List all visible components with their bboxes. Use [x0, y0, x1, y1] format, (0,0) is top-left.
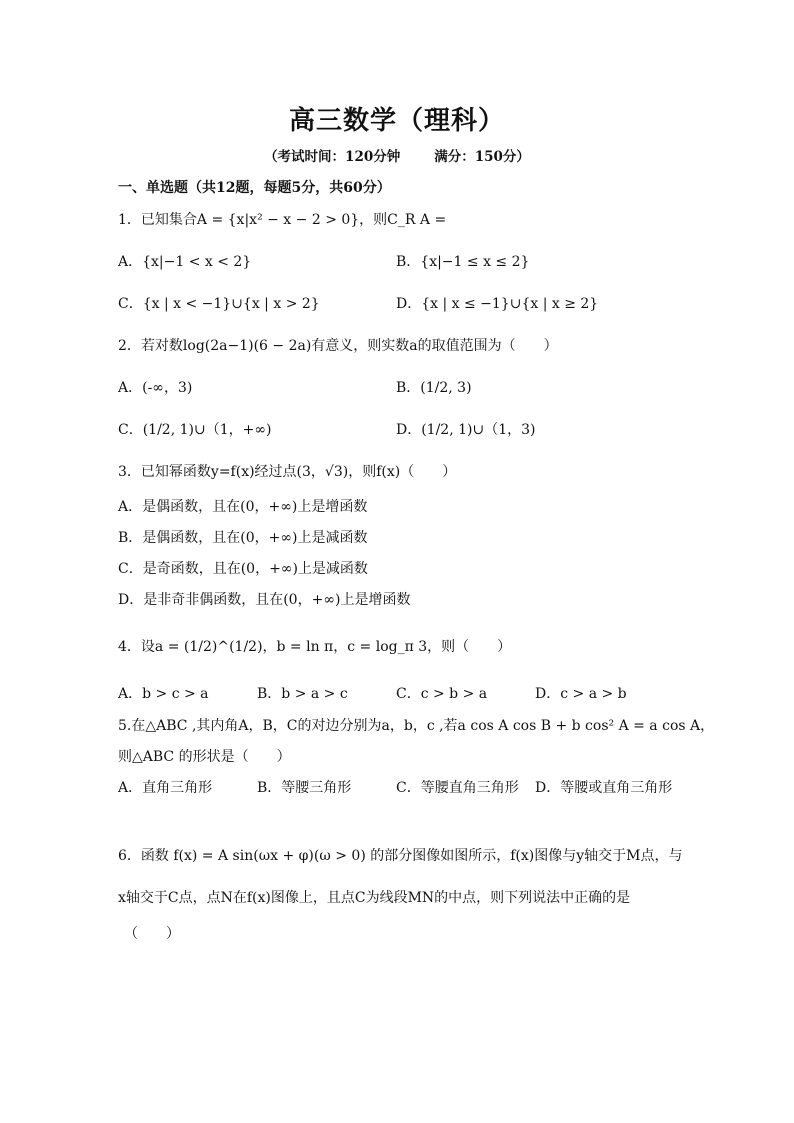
q5-option-d: D．等腰或直角三角形	[535, 780, 673, 796]
q4-stem: 4．设a = (1/2)^(1/2)，b = ln π，c = log_π 3，则（ ）	[118, 639, 512, 655]
q5-option-b: B．等腰三角形	[257, 780, 352, 796]
q2-option-c: C．(1/2, 1)∪（1，+∞)	[118, 422, 272, 438]
q2-option-d: D．(1/2, 1)∪（1，3)	[396, 422, 536, 438]
q5-option-c: C．等腰直角三角形	[396, 780, 519, 796]
q4-option-c: C．c > b > a	[396, 686, 488, 702]
q1-stem: 1．已知集合A = {x|x² − x − 2 > 0}，则C_R A =	[118, 212, 447, 228]
q5-stem-line1: 5.在△ABC ,其内角A，B，C的对边分别为a，b，c ,若a cos A cos B + b cos² A = a cos A，	[118, 718, 715, 734]
q1-option-c: C．{x | x < −1}∪{x | x > 2}	[118, 296, 320, 312]
q1-option-b: B．{x|−1 ≤ x ≤ 2}	[396, 254, 530, 270]
q5-stem-line2: 则△ABC 的形状是（ ）	[118, 749, 291, 765]
q4-option-d: D．c > a > b	[535, 686, 627, 702]
q3-stem: 3．已知幂函数y=f(x)经过点(3，√3)，则f(x)（ ）	[118, 464, 457, 480]
q1-option-d: D．{x | x ≤ −1}∪{x | x ≥ 2}	[396, 296, 599, 312]
q4-option-b: B．b > a > c	[257, 686, 348, 702]
q5-option-a: A．直角三角形	[118, 780, 213, 796]
q6-stem-line1: 6．函数 f(x) = A sin(ωx + φ)(ω > 0) 的部分图像如图所示，f(x)图像与y轴交于M点，与	[118, 848, 683, 864]
q2-option-b: B．(1/2, 3)	[396, 380, 472, 396]
q2-option-a: A．(-∞，3)	[118, 380, 193, 396]
q6-stem-line2: x轴交于C点，点N在f(x)图像上，且点C为线段MN的中点，则下列说法中正确的是	[118, 890, 631, 906]
q4-option-a: A．b > c > a	[118, 686, 209, 702]
q3-option-c: C．是奇函数，且在(0，+∞)上是减函数	[118, 561, 368, 577]
q3-option-a: A．是偶函数，且在(0，+∞)上是增函数	[118, 499, 368, 515]
exam-info	[0, 145, 794, 165]
q6-answer-blank: （ ）	[124, 926, 180, 942]
exam-score: 满分：150分）	[434, 149, 530, 165]
q2-stem: 2．若对数log(2a−1)(6 − 2a)有意义，则实数a的取值范围为（ ）	[118, 338, 558, 354]
page-title: 高三数学（理科）	[288, 106, 505, 136]
exam-time: （考试时间：120分钟	[264, 149, 401, 165]
q3-option-d: D．是非奇非偶函数，且在(0，+∞)上是增函数	[118, 592, 411, 608]
q1-option-a: A．{x|−1 < x < 2}	[118, 254, 252, 270]
q3-option-b: B．是偶函数，且在(0，+∞)上是减函数	[118, 530, 368, 546]
section-heading: 一、单选题（共12题，每题5分，共60分）	[118, 180, 391, 196]
